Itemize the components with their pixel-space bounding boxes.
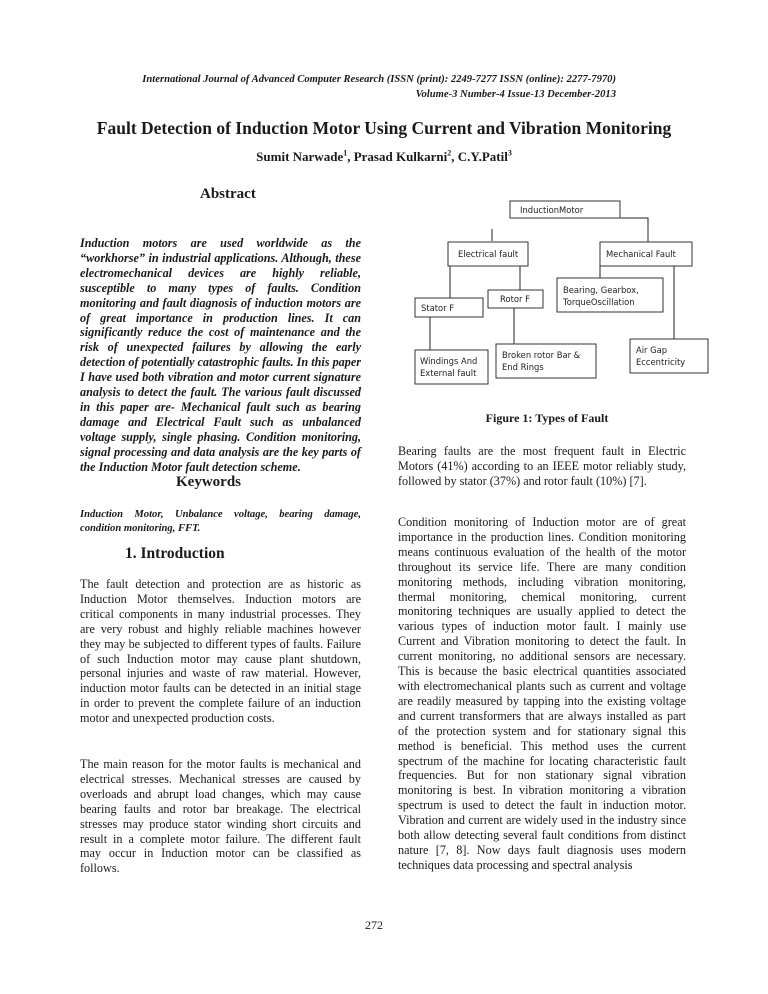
box-induction-motor-label: InductionMotor (520, 205, 584, 215)
box-windings-line1: Windings And (420, 356, 478, 366)
box-broken-line1: Broken rotor Bar & (502, 350, 581, 360)
fault-types-diagram (400, 196, 710, 396)
right-paragraph-2: Condition monitoring of Induction motor are of great importance in the production lines. Condition monitoring means continuous evaluation of the health of the motor throughout its service life. There are many condition monitoring methods, including vibration monitoring, thermal monitoring, chemical monitoring, current monitoring techniques are usually applied to detect the various types of induction motor fault. I mainly use Current and Vibration monitoring to detect the fault. In current monitoring, no additional sensors are necessary. This is because the basic electrical quantities associated with electromechanical plants such as current and voltage are readily measured by tapping into the existing voltage and current transformers that are always installed as part of the protection system and for stationary signal this method is beneficial. This method uses the current spectrum of the machine for locating characteristic fault frequencies. But for non stationary signal vibration monitoring is best. In vibration monitoring a vibration spectrum is used to detect the fault in induction motor. Vibration and current are widely used in the industry since both allow detecting several fault conditions from distinct nature [7, 8]. Now days fault diagnosis uses modern techniques data processing and spectral analysis (398, 515, 686, 872)
author-2-affiliation: 2 (447, 148, 452, 158)
journal-header-line1: International Journal of Advanced Computer Research (ISSN (print): 2249-7277 ISSN (online): 2277-7970) (142, 74, 616, 85)
paper-title: Fault Detection of Induction Motor Using Current and Vibration Monitoring (96, 118, 672, 138)
intro-paragraph-1: The fault detection and protection are as historic as Induction Motor themselves. Induction motors are critical components in many industrial processes. They are very robust and highly reliable machines however they may be subjected to different types of faults. Failure of such Induction motor may cause plant shutdown, personal injuries and waste of raw material. However, induction motor faults can be detected in an initial stage in order to prevent the complete failure of an induction motor and unexpected production costs. (80, 577, 361, 726)
introduction-heading: 1. Introduction (125, 545, 225, 562)
box-broken-line2: End Rings (502, 362, 544, 372)
journal-header-line2: Volume-3 Number-4 Issue-13 December-2013 (415, 89, 616, 100)
box-stator-fault-label: Stator F (421, 303, 455, 313)
box-rotor-fault-label: Rotor F (500, 294, 530, 304)
box-airgap-line1: Air Gap (636, 345, 668, 355)
author-list (0, 149, 768, 165)
abstract-text: Induction motors are used worldwide as the “workhorse” in industrial applications. Although, these electromechanical devices are highly reliable, susceptible to many types of faults. Condition monitoring and fault diagnosis of induction motors are of great importance in production lines. It can significantly reduce the cost of maintenance and the risk of unexpected failures by allowing the early detection of potentially catastrophic faults. In this paper I have used both vibration and motor current signature analysis to detect the fault. The various fault discussed in this paper are- Mechanical fault such as bearing damage and Electrical Fault such as unbalanced voltage supply, single phasing. Condition monitoring, signal processing and data analysis are the key parts of the Induction Motor fault detection scheme. (80, 236, 361, 474)
intro-paragraph-2: The main reason for the motor faults is mechanical and electrical stresses. Mechanical stresses are caused by overloads and abrupt load changes, which may cause bearing faults and rotor bar breakage. The electrical stresses may produce stator winding short circuits and result in a complete motor failure. The different fault may occur in Induction motor can be classified as follows. (80, 757, 361, 876)
author-2: , Prasad Kulkarni (347, 149, 448, 164)
box-windings-line2: External fault (420, 368, 477, 378)
page-number: 272 (365, 918, 383, 932)
box-bearing-line2: TorqueOscillation (563, 297, 635, 307)
box-mechanical-fault-label: Mechanical Fault (606, 249, 676, 259)
box-electrical-fault-label: Electrical fault (458, 249, 519, 259)
author-3: , C.Y.Patil (451, 149, 508, 164)
box-airgap-line2: Eccentricity (636, 357, 686, 367)
author-1: Sumit Narwade (256, 149, 344, 164)
box-bearing-line1: Bearing, Gearbox, (563, 285, 639, 295)
abstract-heading: Abstract (200, 186, 256, 202)
keywords-heading: Keywords (176, 474, 241, 490)
author-3-affiliation: 3 (507, 148, 512, 158)
figure-caption: Figure 1: Types of Fault (485, 411, 609, 425)
author-1-affiliation: 1 (343, 148, 348, 158)
right-paragraph-1: Bearing faults are the most frequent fault in Electric Motors (41%) according to an IEEE motor reliably study, followed by stator (37%) and rotor fault (10%) [7]. (398, 444, 686, 488)
keywords-text: Induction Motor, Unbalance voltage, bearing damage, condition monitoring, FFT. (80, 509, 361, 534)
